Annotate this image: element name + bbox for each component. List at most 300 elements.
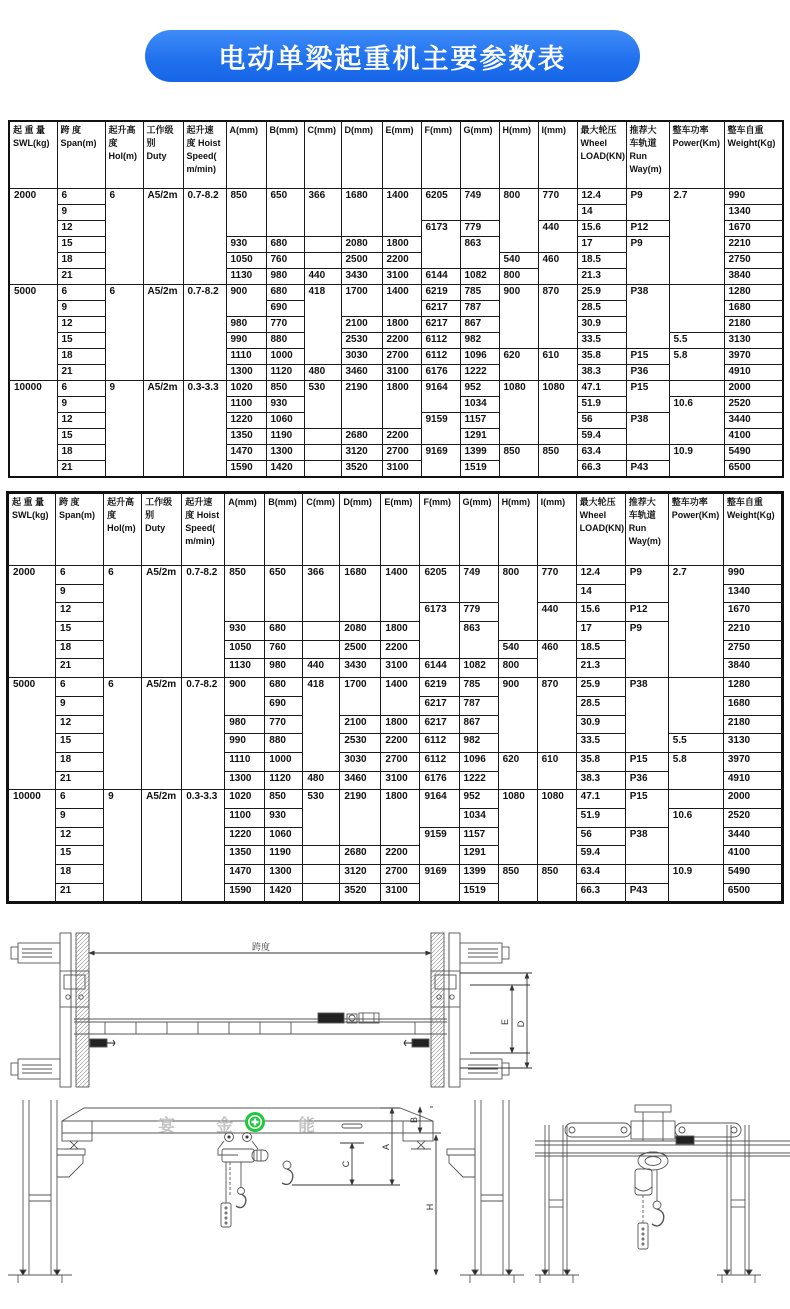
cell: 1680 xyxy=(340,566,381,622)
cell: 2190 xyxy=(341,381,382,429)
cell: 3840 xyxy=(723,659,782,678)
cell: 3460 xyxy=(340,771,381,790)
cell: 1800 xyxy=(381,622,420,641)
cell xyxy=(304,461,341,478)
column-header: 跨 度 Span(m) xyxy=(56,493,104,566)
column-header: 工作级 别 Duty xyxy=(143,121,183,189)
cell: 1130 xyxy=(225,659,265,678)
cell: 12.4 xyxy=(577,189,626,205)
cell: 2000 xyxy=(723,790,782,809)
hoist-side xyxy=(635,1152,668,1249)
cell: 6 xyxy=(105,285,143,381)
table-row xyxy=(9,285,783,301)
cell: 480 xyxy=(303,771,340,790)
header-row xyxy=(9,121,783,189)
parameters-table-1 xyxy=(8,120,784,478)
cell: 980 xyxy=(226,317,266,333)
cell: 15 xyxy=(57,333,105,349)
cell: 690 xyxy=(266,301,304,317)
plan-dimensions-right xyxy=(460,973,532,1068)
cell: 3840 xyxy=(724,269,783,285)
cell: 21.3 xyxy=(577,269,626,285)
cell: A5/2m xyxy=(142,566,182,678)
cell: 5.8 xyxy=(669,349,724,381)
cell: 9 xyxy=(57,301,105,317)
cell: 2190 xyxy=(340,790,381,846)
cell: 3440 xyxy=(724,413,783,429)
cell: 1350 xyxy=(225,846,265,865)
cell: 33.5 xyxy=(577,333,626,349)
cell: 620 xyxy=(499,349,538,381)
cell: 15.6 xyxy=(577,221,626,237)
column-header: A(mm) xyxy=(226,121,266,189)
column-header: 整车自重 Weight(Kg) xyxy=(724,121,783,189)
cell: 2200 xyxy=(382,253,421,269)
cell: 3100 xyxy=(382,365,421,381)
column-header: C(mm) xyxy=(303,493,340,566)
cell: 0.7-8.2 xyxy=(182,566,225,678)
cell: P43 xyxy=(626,461,669,478)
cell: 9 xyxy=(105,381,143,478)
cell: 1120 xyxy=(266,365,304,381)
cell: 2700 xyxy=(381,865,420,884)
cell: P38 xyxy=(625,827,668,864)
trolley-plan xyxy=(318,1013,379,1023)
cell: 1291 xyxy=(459,846,498,865)
title-banner xyxy=(145,30,640,82)
cell: A5/2m xyxy=(143,285,183,381)
cell: 1220 xyxy=(225,827,265,846)
cell: 6217 xyxy=(421,317,460,333)
cell: 1800 xyxy=(382,237,421,253)
cell xyxy=(303,865,340,884)
cell: 21 xyxy=(57,365,105,381)
cell: 880 xyxy=(266,333,304,349)
column-header: G(mm) xyxy=(459,493,498,566)
cell: 1340 xyxy=(724,205,783,221)
cell: 1800 xyxy=(381,790,420,846)
cell: 1020 xyxy=(226,381,266,397)
cell: 59.4 xyxy=(577,429,626,445)
cell: 1157 xyxy=(460,413,499,429)
cell: P15 xyxy=(626,349,669,365)
cell: 63.4 xyxy=(576,865,625,884)
cell: 47.1 xyxy=(576,790,625,809)
cell: 1034 xyxy=(459,808,498,827)
column-header: B(mm) xyxy=(265,493,303,566)
cell: 982 xyxy=(459,734,498,753)
side-linework xyxy=(535,1105,790,1283)
plan-linework xyxy=(11,933,532,1087)
cell: 1420 xyxy=(266,461,304,478)
cell: 4910 xyxy=(723,771,782,790)
cell: 870 xyxy=(538,285,577,349)
cell: 1060 xyxy=(265,827,303,846)
cell: 1340 xyxy=(723,584,782,603)
cell: 867 xyxy=(460,317,499,333)
cell: 2000 xyxy=(8,566,56,678)
column-header: E(mm) xyxy=(381,493,420,566)
column-header: 起升高 度 Hol(m) xyxy=(104,493,142,566)
cell: 6 xyxy=(57,381,105,397)
drive-motor-left xyxy=(90,1039,107,1047)
column-header: 起 重 量 SWL(kg) xyxy=(9,121,57,189)
cell: 800 xyxy=(499,189,538,253)
cell: 59.4 xyxy=(576,846,625,865)
cell: 35.8 xyxy=(576,752,625,771)
cell: 66.3 xyxy=(577,461,626,478)
cell: 9 xyxy=(56,696,104,715)
cell: 2000 xyxy=(724,381,783,397)
cell: 620 xyxy=(498,752,537,789)
cell: 749 xyxy=(459,566,498,603)
column-header: 推荐大 车轨道 Run Way(m) xyxy=(625,493,668,566)
column-header: H(mm) xyxy=(498,493,537,566)
cell: 850 xyxy=(538,445,577,478)
cell: 9 xyxy=(57,205,105,221)
cell: 1100 xyxy=(226,397,266,413)
cell: 6 xyxy=(57,189,105,205)
column-header: E(mm) xyxy=(382,121,421,189)
cell: 6176 xyxy=(420,771,459,790)
cell: 2080 xyxy=(341,237,382,253)
cell: 2200 xyxy=(382,333,421,349)
cell: 1110 xyxy=(226,349,266,365)
column-header: 最大轮压 Wheel LOAD(KN) xyxy=(577,121,626,189)
cell: 749 xyxy=(460,189,499,221)
cell: 5490 xyxy=(723,865,782,884)
cell: 9 xyxy=(56,808,104,827)
cell: 30.9 xyxy=(577,317,626,333)
cell: 66.3 xyxy=(576,883,625,903)
cell: 4100 xyxy=(724,429,783,445)
cell: 38.3 xyxy=(576,771,625,790)
cell: 530 xyxy=(303,790,340,846)
cell: 1020 xyxy=(225,790,265,809)
cell: 9169 xyxy=(421,445,460,478)
cell: 990 xyxy=(226,333,266,349)
cell xyxy=(669,381,724,397)
column-header: 起升高 度 Hol(m) xyxy=(105,121,143,189)
cell: 2.7 xyxy=(668,566,723,678)
cell: 56 xyxy=(577,413,626,429)
cell: 870 xyxy=(537,678,576,753)
cell: 3100 xyxy=(381,883,420,903)
cell: 3430 xyxy=(341,269,382,285)
cell: 12 xyxy=(56,603,104,622)
cell: 1291 xyxy=(460,429,499,445)
cell: 540 xyxy=(498,640,537,659)
cell: 1300 xyxy=(265,865,303,884)
cell: 2500 xyxy=(341,253,382,269)
cell: 3970 xyxy=(724,349,783,365)
cell: 1400 xyxy=(382,285,421,317)
cell xyxy=(303,640,340,659)
cell: 5000 xyxy=(8,678,56,790)
cell: P36 xyxy=(625,771,668,790)
cell: A5/2m xyxy=(142,678,182,790)
cell: 2700 xyxy=(382,445,421,461)
cell: 1800 xyxy=(381,715,420,734)
dim-label-c: C xyxy=(341,1160,351,1168)
cell: 650 xyxy=(266,189,304,237)
dim-label-a: A xyxy=(381,1143,391,1151)
cell: 1350 xyxy=(226,429,266,445)
cell: P15 xyxy=(625,752,668,771)
column-header: 整车功率 Power(Km) xyxy=(669,121,724,189)
cell: 2750 xyxy=(724,253,783,269)
cell: 770 xyxy=(265,715,303,734)
cell: 980 xyxy=(265,659,303,678)
cell: 2100 xyxy=(340,715,381,734)
cell: 12 xyxy=(56,827,104,846)
cell: 990 xyxy=(723,566,782,585)
cell: 30.9 xyxy=(576,715,625,734)
cell xyxy=(626,445,669,461)
column-header: G(mm) xyxy=(460,121,499,189)
buffer-top-right xyxy=(460,943,509,963)
cell: 1190 xyxy=(266,429,304,445)
cell: 9164 xyxy=(421,381,460,413)
cell: 779 xyxy=(459,603,498,622)
cell: 5000 xyxy=(9,285,57,381)
cell: 1060 xyxy=(266,413,304,429)
cell: 0.7-8.2 xyxy=(183,285,226,381)
cell: 1222 xyxy=(459,771,498,790)
cell: 980 xyxy=(225,715,265,734)
cell: 2200 xyxy=(382,429,421,445)
cell: 800 xyxy=(498,659,537,678)
cell: 1680 xyxy=(341,189,382,237)
cell: 1080 xyxy=(499,381,538,445)
reference-hook xyxy=(282,1161,293,1184)
hoist-elevation xyxy=(218,1133,268,1228)
cell: 2530 xyxy=(340,734,381,753)
cell: 2700 xyxy=(382,349,421,365)
cell: 760 xyxy=(266,253,304,269)
cell: 900 xyxy=(498,678,537,753)
cell: 6217 xyxy=(421,301,460,317)
cell: 690 xyxy=(265,696,303,715)
cell: 51.9 xyxy=(577,397,626,413)
cell: 35.8 xyxy=(577,349,626,365)
cell xyxy=(625,865,668,884)
cell: 21 xyxy=(57,269,105,285)
cell: 6205 xyxy=(421,189,460,221)
cell: 1399 xyxy=(459,865,498,884)
cell: 3970 xyxy=(723,752,782,771)
cell: 0.7-8.2 xyxy=(183,189,226,285)
watermark-char-3: 能 xyxy=(298,1116,315,1135)
table-row xyxy=(8,678,783,697)
cell: P9 xyxy=(625,622,668,678)
cell: 3430 xyxy=(340,659,381,678)
cell: 10.9 xyxy=(669,445,724,478)
cell: 18 xyxy=(57,445,105,461)
cell: 2.7 xyxy=(669,189,724,285)
column-header: 整车功率 Power(Km) xyxy=(668,493,723,566)
cell: 1470 xyxy=(225,865,265,884)
cell: 38.3 xyxy=(577,365,626,381)
cell: 9159 xyxy=(421,413,460,445)
cell: 480 xyxy=(304,365,341,381)
cell: 47.1 xyxy=(577,381,626,397)
cell: 770 xyxy=(538,189,577,221)
cell: 930 xyxy=(225,622,265,641)
cell: 2680 xyxy=(341,429,382,445)
column-header: 跨 度 Span(m) xyxy=(57,121,105,189)
cell: 2210 xyxy=(723,622,782,641)
cell: 1110 xyxy=(225,752,265,771)
column-header: I(mm) xyxy=(538,121,577,189)
cell: 1157 xyxy=(459,827,498,846)
cell: 1190 xyxy=(265,846,303,865)
cell: 440 xyxy=(304,269,341,285)
cell: 990 xyxy=(724,189,783,205)
cell: 6112 xyxy=(420,734,459,753)
cell: 785 xyxy=(459,678,498,697)
cell: 6217 xyxy=(420,696,459,715)
column-header: 起 重 量 SWL(kg) xyxy=(8,493,56,566)
table-row xyxy=(9,189,783,205)
cell: 1680 xyxy=(723,696,782,715)
column-header: I(mm) xyxy=(537,493,576,566)
cell: 6 xyxy=(104,678,142,790)
side-drive-motor xyxy=(676,1136,694,1144)
watermark-char-1: 宴 xyxy=(158,1116,175,1135)
cell: 680 xyxy=(265,622,303,641)
cell: 1096 xyxy=(459,752,498,771)
cell: 9 xyxy=(57,397,105,413)
cell: 28.5 xyxy=(577,301,626,317)
cell: 1590 xyxy=(225,883,265,903)
cell: 650 xyxy=(265,566,303,622)
cell: 1700 xyxy=(340,678,381,715)
cell: 1300 xyxy=(226,365,266,381)
cell: 1050 xyxy=(226,253,266,269)
table-row xyxy=(9,381,783,397)
cell: 850 xyxy=(265,790,303,809)
cell: 1470 xyxy=(226,445,266,461)
cell: 1400 xyxy=(381,566,420,622)
cell: 6219 xyxy=(421,285,460,301)
watermark-char-2: 金 xyxy=(216,1116,233,1135)
cell: 1700 xyxy=(341,285,382,317)
cell: 1080 xyxy=(537,790,576,865)
cell: 930 xyxy=(265,808,303,827)
cell: 14 xyxy=(576,584,625,603)
cell: P9 xyxy=(626,237,669,285)
cell: 850 xyxy=(499,445,538,478)
cell: 418 xyxy=(303,678,340,771)
dim-label-d: D xyxy=(516,1020,526,1028)
cell: 1400 xyxy=(382,189,421,237)
cell: 10.9 xyxy=(668,865,723,903)
cell: P12 xyxy=(625,603,668,622)
cell: 5.5 xyxy=(669,333,724,349)
cell: 3100 xyxy=(382,461,421,478)
cell: 785 xyxy=(460,285,499,301)
cell: 6112 xyxy=(421,333,460,349)
cell: 2100 xyxy=(341,317,382,333)
cell: 530 xyxy=(304,381,341,429)
cell: 6 xyxy=(57,285,105,301)
cell: 540 xyxy=(499,253,538,269)
cell: 1082 xyxy=(460,269,499,285)
cell: 6219 xyxy=(420,678,459,697)
cell: 12 xyxy=(56,715,104,734)
cell: 800 xyxy=(498,566,537,641)
cell: 6500 xyxy=(723,883,782,903)
cell: 440 xyxy=(303,659,340,678)
cell: 15 xyxy=(57,237,105,253)
cell: 6500 xyxy=(724,461,783,478)
column-header: 最大轮压 Wheel LOAD(KN) xyxy=(576,493,625,566)
cell: 1280 xyxy=(723,678,782,697)
cell: 3130 xyxy=(723,734,782,753)
cell: 1082 xyxy=(459,659,498,678)
cell: 680 xyxy=(265,678,303,697)
cell: 15.6 xyxy=(576,603,625,622)
cell: 0.3-3.3 xyxy=(182,790,225,903)
cell: 952 xyxy=(460,381,499,397)
cell: 2680 xyxy=(340,846,381,865)
cell: 3460 xyxy=(341,365,382,381)
cell: 1300 xyxy=(266,445,304,461)
parameters-table-2 xyxy=(6,491,784,904)
cell: 850 xyxy=(498,865,537,903)
elevation-linework xyxy=(8,1100,524,1283)
cell: 2700 xyxy=(381,752,420,771)
cell: 21.3 xyxy=(576,659,625,678)
cell: 10.6 xyxy=(669,397,724,445)
cell: 2180 xyxy=(723,715,782,734)
cell: 867 xyxy=(459,715,498,734)
column-header: F(mm) xyxy=(420,493,459,566)
cell: 2520 xyxy=(723,808,782,827)
column-header: 推荐大 车轨道 Run Way(m) xyxy=(626,121,669,189)
cell: 6 xyxy=(56,790,104,809)
cell: P36 xyxy=(626,365,669,381)
cell: 2210 xyxy=(724,237,783,253)
column-header: D(mm) xyxy=(341,121,382,189)
cell: 2200 xyxy=(381,640,420,659)
cell: 3120 xyxy=(341,445,382,461)
cell: 12 xyxy=(57,317,105,333)
cell: 770 xyxy=(266,317,304,333)
cell: 12.4 xyxy=(576,566,625,585)
cell: A5/2m xyxy=(142,790,182,903)
cell: 6112 xyxy=(421,349,460,365)
column-header: 工作级 别 Duty xyxy=(142,493,182,566)
dim-label-e: E xyxy=(500,1018,510,1026)
page-title: 电动单梁起重机主要参数表 xyxy=(218,43,567,74)
cell: 2080 xyxy=(340,622,381,641)
cell: 17 xyxy=(577,237,626,253)
table-row xyxy=(8,790,783,809)
cell: 1800 xyxy=(382,381,421,429)
column-header: D(mm) xyxy=(340,493,381,566)
cell: 850 xyxy=(266,381,304,397)
cell: 3100 xyxy=(381,659,420,678)
buffer-top-left xyxy=(11,943,60,963)
cell: 2200 xyxy=(381,734,420,753)
cell xyxy=(668,790,723,809)
cell: 680 xyxy=(266,237,304,253)
cell: 610 xyxy=(538,349,577,381)
cell: 25.9 xyxy=(576,678,625,697)
cell: 3120 xyxy=(340,865,381,884)
